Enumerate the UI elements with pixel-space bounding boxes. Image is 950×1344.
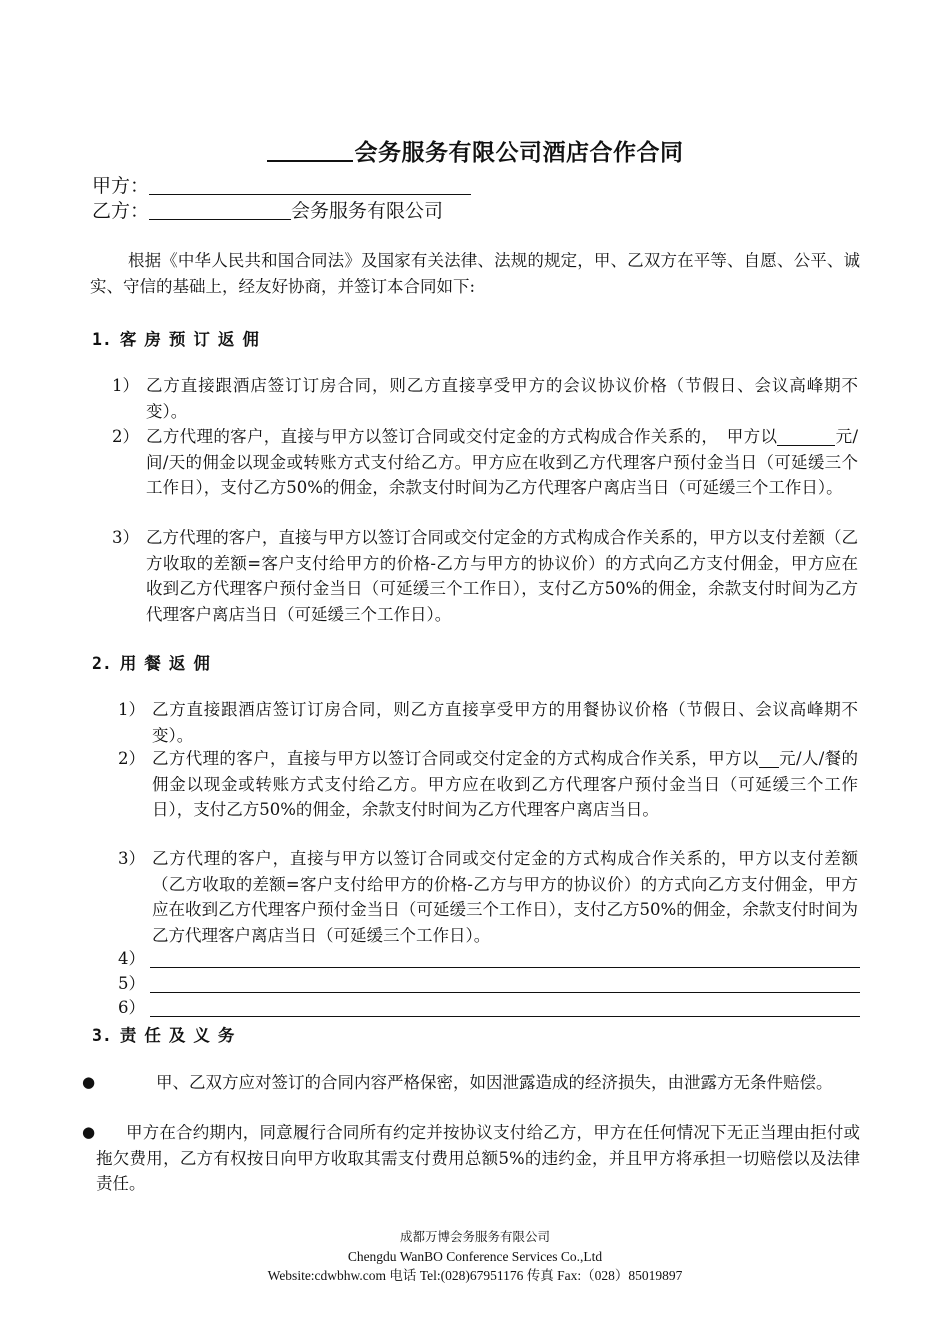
section-2-heading [92,650,218,674]
company-name-blank [267,140,353,162]
section-2-item-3 [118,846,858,948]
party-b-suffix: 会务服务有限公司 [291,200,444,222]
party-a-line [92,174,471,198]
item-index: 2） [112,427,139,446]
item-text-a: 乙方代理的客户，直接与甲方以签订合同或交付定金的方式构成合作关系，甲方以 [152,749,759,768]
meal-commission-blank [759,749,779,768]
row-index: 4） [118,949,145,968]
blank-rule [150,992,860,993]
row-index: 6） [118,998,145,1017]
section-2-number: 2. [92,654,112,673]
section-2-title: 用餐返佣 [119,654,218,673]
document-title [0,134,950,167]
party-b-label: 乙方： [92,200,150,222]
section-1-item-1 [112,373,858,424]
footer-contact: Website:cdwbhw.com 电话 Tel:(028)67951176 传真 Fax:（028）85019897 [267,1268,683,1283]
section-1-heading [92,326,267,350]
section-2-item-2 [118,746,858,823]
blank-rule [150,967,860,968]
item-text: 乙方直接跟酒店签订订房合同，则乙方直接享受甲方的用餐协议价格（节假日、会议高峰期不变）。 [152,700,858,745]
item-index: 2） [118,749,145,768]
section-1-title: 客房预订返佣 [119,330,267,349]
party-b-blank [149,200,291,220]
item-text-b: 元/间/天的佣金以现金或转账方式支付给乙方。甲方应在收到乙方代理客户预付金当日（可延缓三个工作日），支付乙方50%的佣金，余款支付时间为乙方代理客户离店当日（可延缓三个工作日）。 [146,427,858,497]
section-3-title: 责任及义务 [119,1026,243,1045]
item-text: 乙方直接跟酒店签订订房合同，则乙方直接享受甲方的会议协议价格（节假日、会议高峰期不变）。 [146,376,858,421]
intro-paragraph: 根据《中华人民共和国合同法》及国家有关法律、法规的规定，甲、乙双方在平等、自愿、公平、诚实、守信的基础上，经友好协商，并签订本合同如下: [90,251,860,296]
row-index: 5） [118,974,145,993]
footer-company-cn: 成都万博会务服务有限公司 [399,1230,550,1244]
footer-company-en: Chengdu WanBO Conference Services Co.,Ltd [347,1249,603,1264]
party-b-line [92,199,443,223]
blank-row-4 [118,946,860,971]
section-1-item-2 [112,424,858,501]
section-2-item-1 [118,697,858,748]
blank-row-6 [118,995,860,1020]
filled-circle-bullet-icon: ● [82,1123,96,1141]
obligation-item-2: 甲方在合约期内，同意履行合同所有约定并按协议支付给乙方，甲方在任何情况下无正当理由拒付或拖欠费用，乙方有权按日向甲方收取其需支付费用总额5%的违约金，并且甲方将承担一切赔偿以及法律责任。 [96,1123,860,1193]
section-1-number: 1. [92,330,112,349]
section-3-heading [92,1022,242,1046]
commission-amount-blank [777,427,835,446]
blank-rule [150,1016,860,1017]
item-index: 1） [118,700,145,719]
item-text-b: 元/人/餐的佣金以现金或转账方式支付给乙方。甲方应在收到乙方代理客户预付金当日（可延缓三个工作日），支付乙方50%的佣金，余款支付时间为乙方代理客户离店当日。 [152,749,858,819]
obligation-item-1: 甲、乙双方应对签订的合同内容严格保密，如因泄露造成的经济损失，由泄露方无条件赔偿。 [156,1073,833,1092]
item-text: 乙方代理的客户，直接与甲方以签订合同或交付定金的方式构成合作关系的，甲方以支付差额（乙方收取的差额=客户支付给甲方的价格-乙方与甲方的协议价）的方式向乙方支付佣金，甲方应在收到乙方代理客户预付金当日（可延缓三个工作日），支付乙方50%的佣金，余款支付时间为乙方代理客户离店当日（可延缓三个工作日）。 [152,849,858,945]
party-a-blank [149,175,471,195]
blank-row-5 [118,971,860,996]
title-text: 会务服务有限公司酒店合作合同 [354,140,684,166]
section-3-number: 3. [92,1026,112,1045]
item-index: 3） [112,528,139,547]
item-index: 1） [112,376,139,395]
filled-circle-bullet-icon: ● [82,1073,96,1091]
item-text-a: 乙方代理的客户，直接与甲方以签订合同或交付定金的方式构成合作关系的， 甲方以 [146,427,778,446]
item-index: 3） [118,849,145,868]
item-text: 乙方代理的客户，直接与甲方以签订合同或交付定金的方式构成合作关系的，甲方以支付差额（乙方收取的差额=客户支付给甲方的价格-乙方与甲方的协议价）的方式向乙方支付佣金，甲方应在收到乙方代理客户预付金当日（可延缓三个工作日），支付乙方50%的佣金，余款支付时间为乙方代理客户离店当日（可延缓三个工作日）。 [146,528,858,624]
party-a-label: 甲方： [92,175,150,197]
section-1-item-3 [112,525,858,627]
